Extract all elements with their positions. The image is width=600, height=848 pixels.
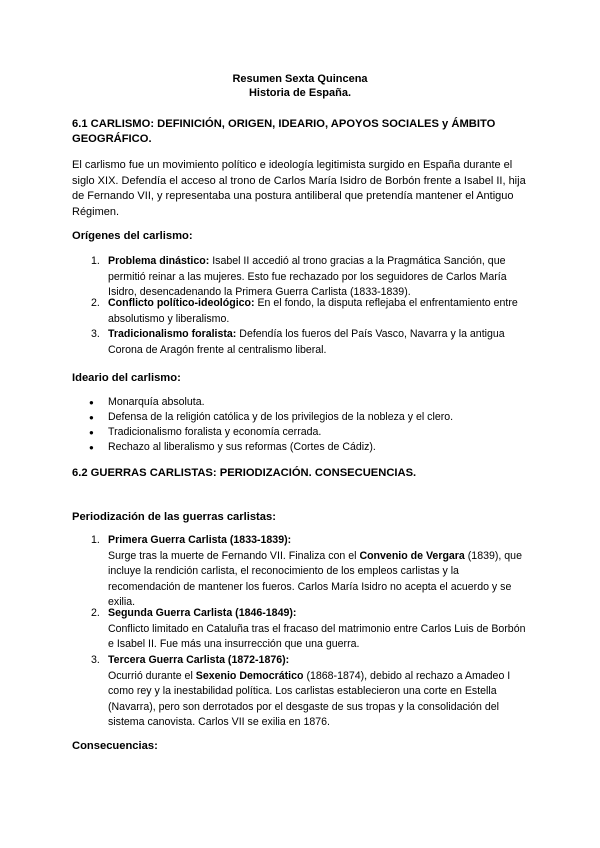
list-term: Tradicionalismo foralista: xyxy=(108,328,237,340)
list-item xyxy=(89,395,528,411)
war-highlight: Sexenio Democrático xyxy=(195,669,304,682)
list-term: Conflicto político-ideológico: xyxy=(108,297,255,309)
ideario-heading: Ideario del carlismo: xyxy=(72,372,181,384)
list-item xyxy=(89,440,528,456)
list-item xyxy=(89,425,528,441)
war-title: Tercera Guerra Carlista (1872-1876): xyxy=(108,654,290,666)
list-item xyxy=(91,327,528,358)
list-number: 1. xyxy=(91,255,100,267)
list-item xyxy=(91,533,528,611)
list-term: Problema dinástico: xyxy=(108,255,210,267)
document-title: Resumen Sexta Quincena xyxy=(232,73,368,85)
war-text: (1868-1874), debido al rechazo a Amadeo I como rey y la inestabilidad política. Los carlistas establecieron una corte en Estella (Navarra), pero son derrotados por el desgaste de sus tropas y la consolidación del sistema canovista. Carlos VII se exilia en 1876. xyxy=(108,669,511,728)
list-item xyxy=(91,296,528,327)
bullet-icon: ● xyxy=(89,443,94,452)
periodization-heading: Periodización de las guerras carlistas: xyxy=(72,511,276,523)
bullet-icon: ● xyxy=(89,413,94,422)
list-text: Defendía los fueros del País Vasco, Navarra y la antigua Corona de Aragón frente al centralismo liberal. xyxy=(108,328,505,356)
list-text: Tradicionalismo foralista y economía cerrada. xyxy=(108,426,322,438)
list-text: Isabel II accedió al trono gracias a la Pragmática Sanción, que permitió reinar a las mujeres. Esto fue rechazado por los seguidores de Carlos María Isidro, desencadenando la Primera Guerra Carlista (1833-1839). xyxy=(108,255,507,298)
section-1-heading: 6.1 CARLISMO: DEFINICIÓN, ORIGEN, IDEARIO, APOYOS SOCIALES y ÁMBITO xyxy=(72,118,496,130)
war-text: Conflicto limitado en Cataluña tras el fracaso del matrimonio entre Carlos Luis de Borbón e Isabel II. Fue más una insurrección que una guerra. xyxy=(108,622,526,650)
list-number: 2. xyxy=(91,297,100,309)
list-number: 2. xyxy=(91,607,100,619)
list-item xyxy=(91,254,528,301)
list-item xyxy=(91,653,528,731)
bullet-icon: ● xyxy=(89,398,94,407)
list-number: 3. xyxy=(91,654,100,666)
intro-paragraph: El carlismo fue un movimiento político e ideología legitimista surgido en España durante el siglo XIX. Defendía el acceso al trono de Carlos María Isidro de Borbón frente a Isabel II, hija de Fernando VII, y representaba una postura antiliberal que pretendía mantener el Antiguo Régimen. xyxy=(72,159,526,218)
list-number: 3. xyxy=(91,328,100,340)
bullet-icon: ● xyxy=(89,428,94,437)
war-text: Surge tras la muerte de Fernando VII. Finaliza con el xyxy=(108,549,360,562)
list-item xyxy=(89,410,528,426)
war-text: (1839), que incluye la rendición carlista, el reconocimiento de los empleos carlistas y la recomendación de mantener los fueros. Carlos María Isidro no acepta el acuerdo y se exilia. xyxy=(108,549,522,608)
section-2-heading: 6.2 GUERRAS CARLISTAS: PERIODIZACIÓN. CONSECUENCIAS. xyxy=(72,467,417,479)
war-title: Primera Guerra Carlista (1833-1839): xyxy=(108,534,292,546)
list-item xyxy=(91,606,528,653)
section-1-heading-cont: GEOGRÁFICO. xyxy=(72,133,152,145)
list-text: Rechazo al liberalismo y sus reformas (Cortes de Cádiz). xyxy=(108,441,376,453)
origins-heading: Orígenes del carlismo: xyxy=(72,230,193,242)
list-text: Monarquía absoluta. xyxy=(108,396,205,408)
consequences-heading: Consecuencias: xyxy=(72,740,158,752)
document-subtitle: Historia de España. xyxy=(248,87,352,99)
war-title: Segunda Guerra Carlista (1846-1849): xyxy=(108,607,297,619)
war-highlight: Convenio de Vergara xyxy=(359,549,465,562)
list-number: 1. xyxy=(91,534,100,546)
war-text: Ocurrió durante el xyxy=(108,669,196,682)
list-text: Defensa de la religión católica y de los privilegios de la nobleza y el clero. xyxy=(108,411,454,423)
list-text: En el fondo, la disputa reflejaba el enfrentamiento entre absolutismo y liberalismo. xyxy=(108,297,518,325)
